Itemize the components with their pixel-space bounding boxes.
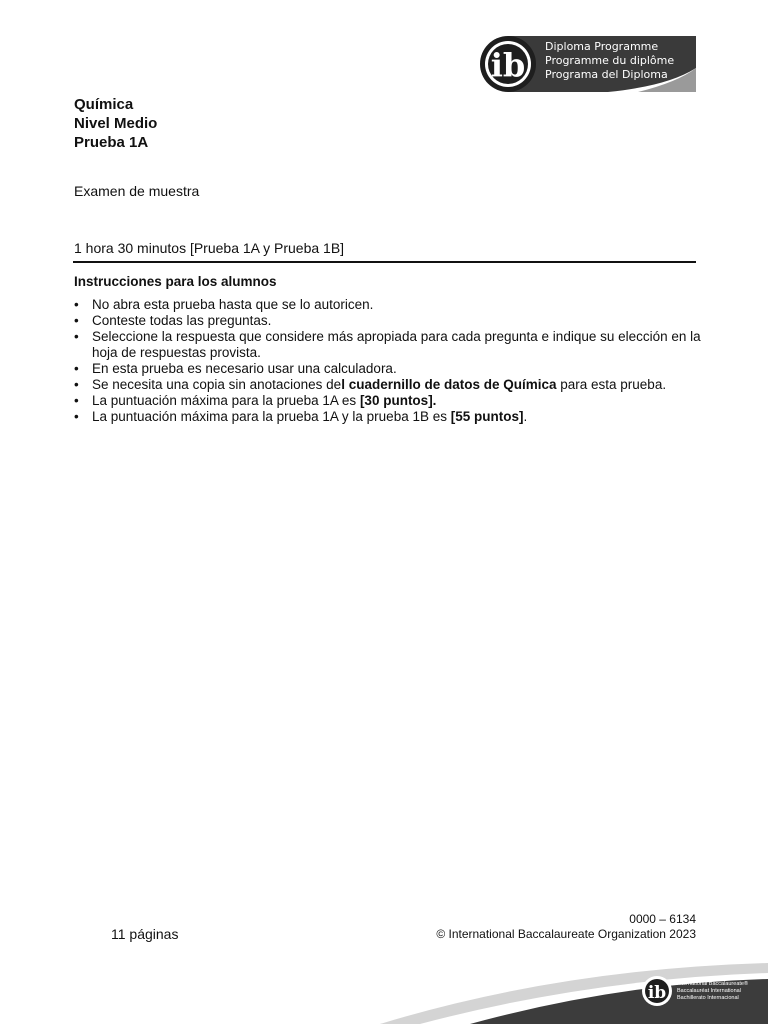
instructions-heading: Instrucciones para los alumnos (74, 274, 277, 289)
subject-title: Química (74, 96, 134, 113)
footer-swoosh (0, 955, 768, 1024)
exam-type: Examen de muestra (74, 183, 200, 199)
copyright-notice: © International Baccalaureate Organization 2023 (436, 927, 696, 941)
svg-text:ib: ib (490, 46, 526, 84)
level-title: Nivel Medio (74, 115, 158, 132)
instruction-text-end: para esta prueba. (556, 377, 667, 392)
instruction-item (74, 329, 704, 361)
exam-code: 0000 – 6134 (629, 912, 696, 926)
bullet-icon: • (74, 393, 79, 408)
page-count: 11 páginas (111, 926, 179, 942)
bullet-icon: • (74, 361, 79, 376)
instruction-bold-text: [30 puntos]. (359, 393, 437, 408)
programme-name-en: Diploma Programme (545, 40, 659, 53)
instruction-bold-text: l cuadernillo de datos de Química (341, 377, 557, 392)
divider (73, 261, 696, 263)
programme-name-fr: Programme du diplôme (545, 54, 675, 67)
instruction-item (74, 393, 704, 409)
bullet-icon: • (74, 377, 79, 392)
bullet-icon: • (74, 297, 79, 312)
instruction-item (74, 313, 704, 329)
instruction-text: En esta prueba es necesario usar una calculadora. (92, 361, 397, 376)
instruction-text: No abra esta prueba hasta que se lo autoricen. (92, 297, 374, 312)
organization-names (677, 981, 748, 1002)
instruction-item (74, 361, 704, 377)
programme-name-es: Programa del Diploma (545, 68, 668, 81)
instruction-text: La puntuación máxima para la prueba 1A es (92, 393, 360, 408)
instruction-item (74, 377, 704, 393)
organization-name-en: International Baccalaureate® (677, 981, 749, 987)
instruction-item (74, 297, 704, 313)
instruction-bold-text: [55 puntos] (450, 409, 524, 424)
programme-names (545, 40, 674, 82)
instruction-text: La puntuación máxima para la prueba 1A y la prueba 1B es (92, 409, 451, 424)
paper-title: Prueba 1A (74, 134, 149, 151)
bullet-icon: • (74, 409, 79, 424)
instructions-list (74, 297, 704, 425)
instruction-text: Se necesita una copia sin anotaciones de (92, 377, 342, 392)
instruction-text-end: . (523, 409, 528, 424)
svg-text:ib: ib (647, 983, 667, 1003)
ib-small-logo (642, 976, 672, 1006)
bullet-icon: • (74, 329, 79, 344)
instruction-text: Conteste todas las preguntas. (92, 313, 272, 328)
organization-name-fr: Baccalauréat International (677, 988, 741, 994)
bullet-icon: • (74, 313, 79, 328)
exam-title (74, 95, 157, 152)
instruction-text: Seleccione la respuesta que considere más apropiada para cada pregunta e indique su elección en la hoja de respuestas provista. (92, 329, 701, 360)
exam-duration: 1 hora 30 minutos [Prueba 1A y Prueba 1B] (74, 240, 345, 256)
instruction-item (74, 409, 704, 425)
organization-name-es: Bachillerato Internacional (677, 995, 739, 1001)
